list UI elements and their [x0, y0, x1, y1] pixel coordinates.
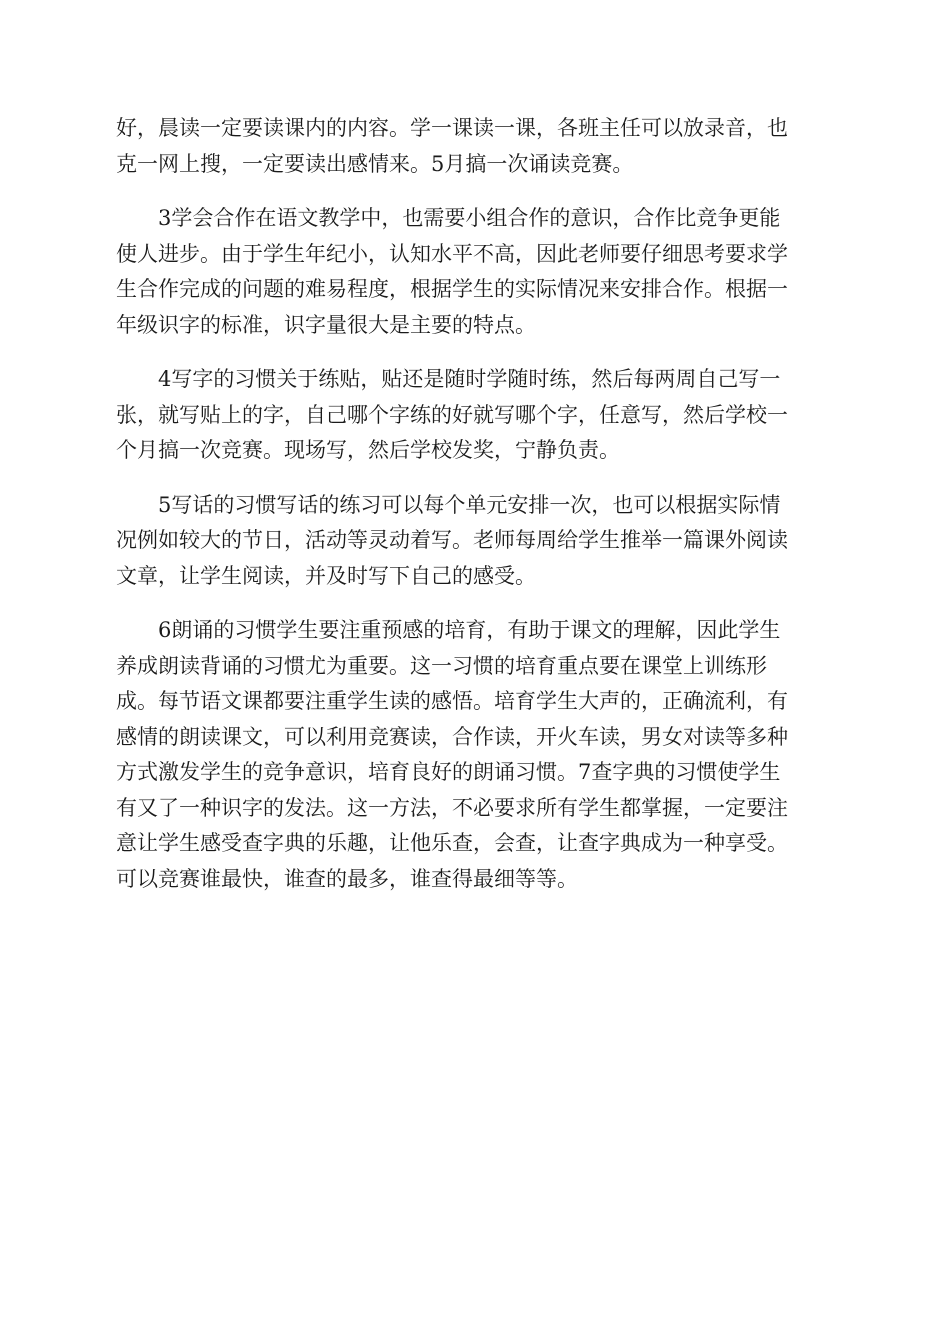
paragraph-1	[116, 111, 836, 182]
paragraph-2	[116, 201, 836, 343]
paragraph-line: 感情的朗读课文，可以利用竞赛读，合作读，开火车读，男女对读等多种	[116, 724, 788, 749]
paragraph-line: 好，晨读一定要读课内的内容。学一课读一课，各班主任可以放录音，也	[116, 116, 788, 140]
paragraph-4	[116, 488, 836, 595]
paragraph-line: 使人进步。由于学生年纪小，认知水平不高，因此老师要仔细思考要求学	[116, 241, 788, 266]
paragraph-line: 况例如较大的节日，活动等灵动着写。老师每周给学生推举一篇课外阅读	[116, 528, 788, 552]
paragraph-line: 有又了一种识字的发法。这一方法，不必要求所有学生都掌握，一定要注	[116, 795, 788, 820]
paragraph-line: 意让学生感受查字典的乐趣，让他乐查，会查，让查字典成为一种享受。	[116, 831, 788, 855]
paragraph-line: 方式激发学生的竞争意识，培育良好的朗诵习惯。7查字典的习惯使学生	[116, 760, 781, 784]
paragraph-line: 5写话的习惯写话的练习可以每个单元安排一次，也可以根据实际情	[158, 492, 781, 517]
paragraph-line: 克一网上搜，一定要读出感情来。5月搞一次诵读竞赛。	[116, 151, 634, 176]
paragraph-line: 成。每节语文课都要注重学生读的感悟。培育学生大声的，正确流利，有	[116, 689, 788, 713]
paragraph-line: 生合作完成的问题的难易程度，根据学生的实际情况来安排合作。根据一	[116, 277, 788, 301]
paragraph-line: 个月搞一次竞赛。现场写，然后学校发奖，宁静负责。	[116, 438, 620, 462]
paragraph-line: 可以竞赛谁最快，谁查的最多，谁查得最细等等。	[116, 866, 578, 891]
paragraph-3	[116, 362, 836, 469]
paragraph-line: 张，就写贴上的字，自己哪个字练的好就写哪个字，任意写，然后学校一	[116, 402, 788, 427]
paragraph-5	[116, 613, 836, 897]
paragraph-line: 6朗诵的习惯学生要注重预感的培育，有助于课文的理解，因此学生	[158, 618, 781, 642]
paragraph-line: 4写字的习惯关于练贴，贴还是随时学随时练，然后每两周自己写一	[158, 367, 781, 391]
document-body	[116, 111, 836, 916]
paragraph-line: 养成朗读背诵的习惯尤为重要。这一习惯的培育重点要在课堂上训练形	[116, 653, 767, 678]
paragraph-line: 文章，让学生阅读，并及时写下自己的感受。	[116, 563, 536, 588]
paragraph-line: 年级识字的标准，识字量很大是主要的特点。	[116, 312, 536, 337]
paragraph-line: 3学会合作在语文教学中，也需要小组合作的意识，合作比竞争更能	[158, 206, 781, 230]
